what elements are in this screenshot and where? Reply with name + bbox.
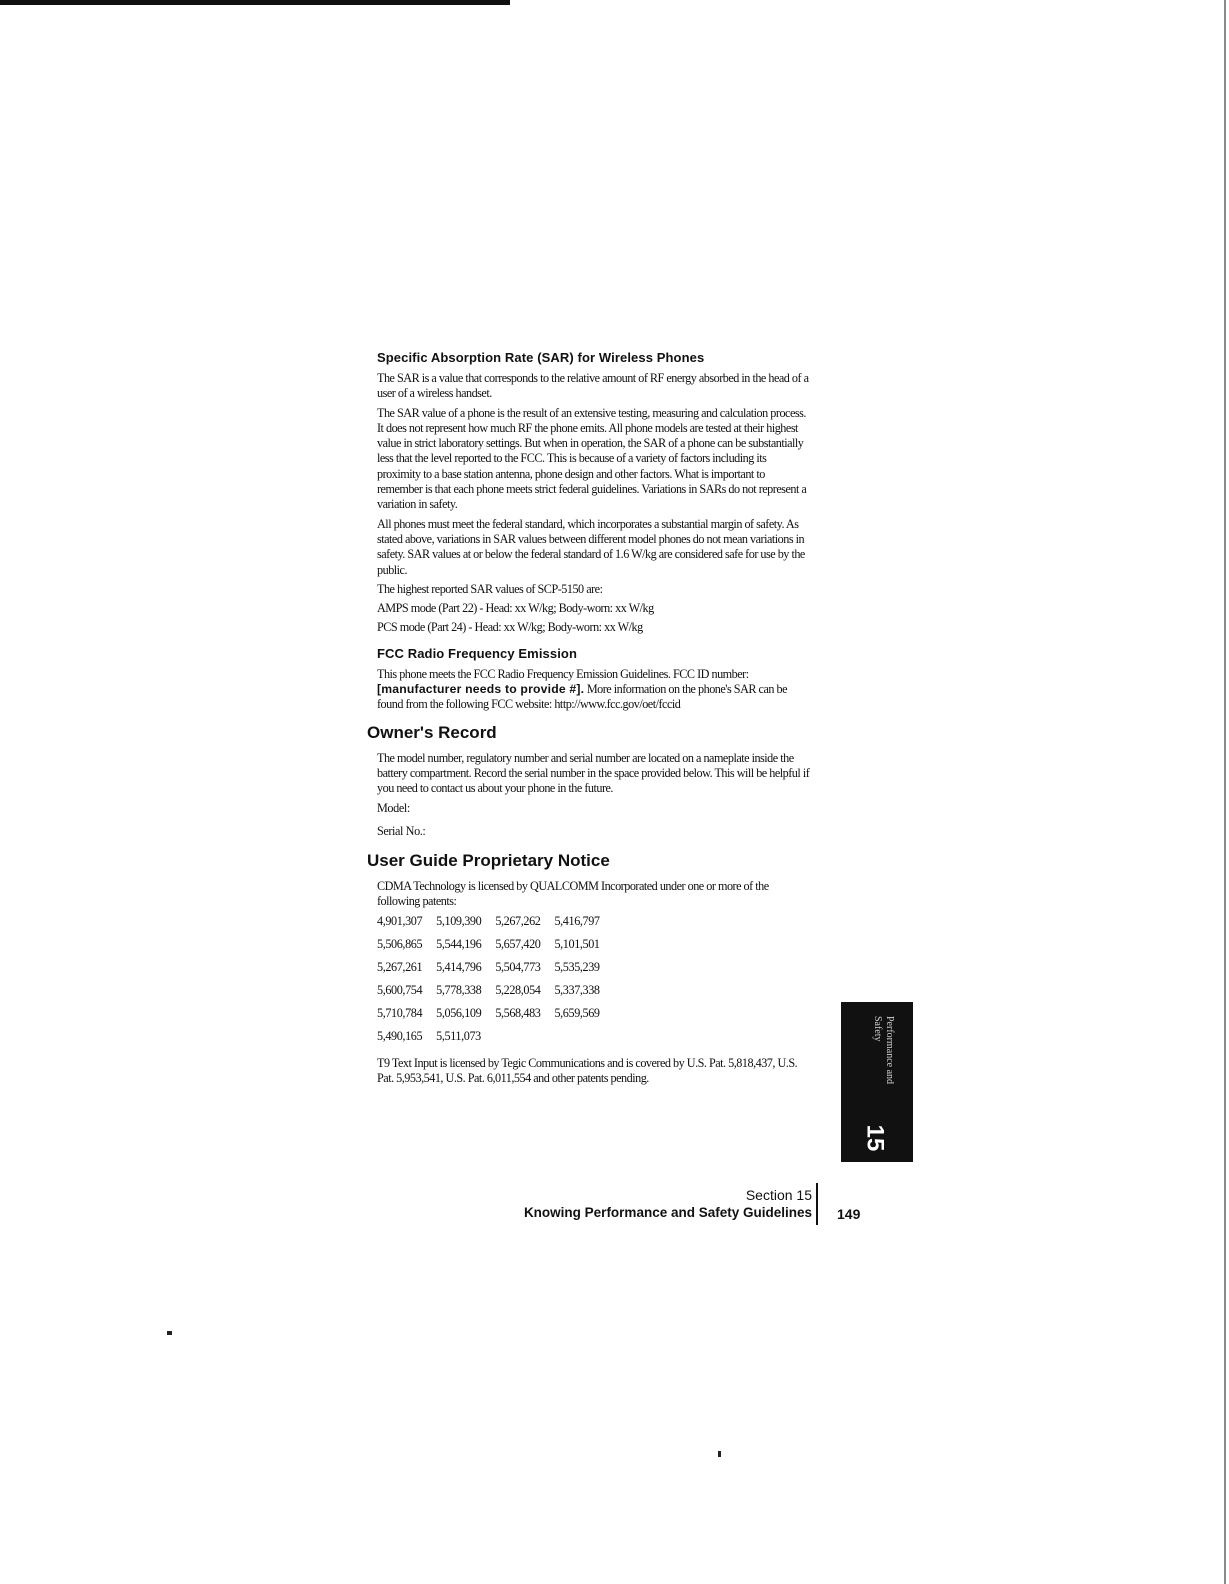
patent-cell: 5,337,338 bbox=[554, 982, 600, 997]
sar-paragraph-3: All phones must meet the federal standard, which incorporates a substantial margin of safety. As stated above, variations in SAR values between different model phones do not mean variations in safety. SAR values at or below the federal standard of 1.6 W/kg are considered safe for use by the public. bbox=[377, 516, 805, 577]
patent-cell: 5,544,196 bbox=[436, 936, 482, 951]
section-tab bbox=[841, 1002, 913, 1162]
notice-heading: User Guide Proprietary Notice bbox=[367, 851, 610, 871]
patent-cell bbox=[495, 1029, 554, 1052]
serial-label: Serial No.: bbox=[377, 823, 426, 838]
footer-title: Knowing Performance and Safety Guidelines bbox=[523, 1205, 812, 1220]
patent-cell: 5,657,420 bbox=[495, 936, 541, 951]
patent-cell bbox=[554, 1029, 613, 1052]
table-row bbox=[377, 937, 614, 960]
sar-pcs-values: PCS mode (Part 24) - Head: xx W/kg; Body-worn: xx W/kg bbox=[377, 620, 643, 635]
patent-cell: 5,267,262 bbox=[495, 913, 541, 928]
top-edge-rule bbox=[0, 0, 510, 5]
fcc-placeholder-bold: [manufacturer needs to provide #]. bbox=[377, 682, 585, 697]
patent-cell: 5,710,784 bbox=[377, 1005, 423, 1020]
patent-cell: 5,659,569 bbox=[554, 1005, 600, 1020]
patent-table bbox=[377, 914, 614, 1052]
page-content bbox=[367, 350, 812, 1090]
right-edge-rule bbox=[1224, 0, 1226, 1584]
sar-heading: Specific Absorption Rate (SAR) for Wireless Phones bbox=[377, 350, 705, 365]
scan-speck bbox=[718, 1451, 721, 1457]
patent-cell: 5,056,109 bbox=[436, 1005, 482, 1020]
scan-speck bbox=[167, 1331, 172, 1335]
patent-cell: 5,228,054 bbox=[495, 982, 541, 997]
footer-section: Section 15 bbox=[745, 1187, 812, 1203]
patent-cell: 5,778,338 bbox=[436, 982, 482, 997]
section-tab-label: Performance and Safety bbox=[872, 1016, 895, 1085]
patent-cell: 5,109,390 bbox=[436, 913, 482, 928]
owners-record-paragraph: The model number, regulatory number and serial number are located on a nameplate inside the battery compartment. Record the serial number in the space provided below. This will be helpful if you need to contact us about your phone in the future. bbox=[377, 750, 810, 796]
patent-cell: 5,267,261 bbox=[377, 959, 423, 974]
sar-paragraph-2: The SAR value of a phone is the result of an extensive testing, measuring and calculation process. It does not represent how much RF the phone emits. All phone models are tested at their highest value in strict laboratory settings. But when in operation, the SAR of a phone can be substantially less that the level reported to the FCC. This is because of a variety of factors including its proximity to a base station antenna, phone design and other factors. What is important to remember is that each phone meets strict federal guidelines. Variations in SARs do not represent a variation in safety. bbox=[377, 405, 807, 512]
patent-cell: 5,416,797 bbox=[554, 913, 600, 928]
patent-cell: 5,568,483 bbox=[495, 1005, 541, 1020]
table-row bbox=[377, 1029, 614, 1052]
patent-cell: 5,414,796 bbox=[436, 959, 482, 974]
section-tab-number: 15 bbox=[861, 1124, 889, 1152]
t9-paragraph: T9 Text Input is licensed by Tegic Communications and is covered by U.S. Pat. 5,818,437, U.S. Pat. 5,953,541, U.S. Pat. 6,011,554 and other patents pending. bbox=[377, 1055, 798, 1086]
fcc-heading: FCC Radio Frequency Emission bbox=[377, 645, 578, 661]
patent-cell: 5,506,865 bbox=[377, 936, 423, 951]
fcc-paragraph-end: More information on the phone's SAR can be found from the following FCC website: http://www.fcc.gov/oet/fccid bbox=[377, 682, 788, 712]
table-row bbox=[377, 1006, 614, 1029]
notice-paragraph: CDMA Technology is licensed by QUALCOMM Incorporated under one or more of the following patents: bbox=[377, 879, 769, 909]
page-number: 149 bbox=[837, 1206, 861, 1222]
sar-paragraph-4: The highest reported SAR values of SCP-5150 are: bbox=[377, 581, 603, 596]
patent-cell: 5,511,073 bbox=[436, 1028, 481, 1043]
page-footer bbox=[400, 1186, 812, 1222]
model-label: Model: bbox=[377, 800, 410, 815]
table-row bbox=[377, 914, 614, 937]
fcc-paragraph-start: This phone meets the FCC Radio Frequency Emission Guidelines. FCC ID number: bbox=[377, 666, 749, 681]
table-row bbox=[377, 983, 614, 1006]
patent-cell: 4,901,307 bbox=[377, 913, 423, 928]
table-row bbox=[377, 960, 614, 983]
patent-cell: 5,504,773 bbox=[495, 959, 541, 974]
sar-amps-values: AMPS mode (Part 22) - Head: xx W/kg; Body-worn: xx W/kg bbox=[377, 601, 654, 616]
owners-record-heading: Owner's Record bbox=[367, 722, 497, 742]
fcc-paragraph bbox=[377, 667, 812, 713]
patent-cell: 5,535,239 bbox=[554, 959, 600, 974]
patent-cell: 5,600,754 bbox=[377, 982, 423, 997]
patent-cell: 5,101,501 bbox=[554, 936, 600, 951]
footer-divider bbox=[816, 1183, 818, 1225]
patent-cell: 5,490,165 bbox=[377, 1028, 423, 1043]
sar-paragraph-1: The SAR is a value that corresponds to the relative amount of RF energy absorbed in the head of a user of a wireless handset. bbox=[377, 371, 809, 401]
